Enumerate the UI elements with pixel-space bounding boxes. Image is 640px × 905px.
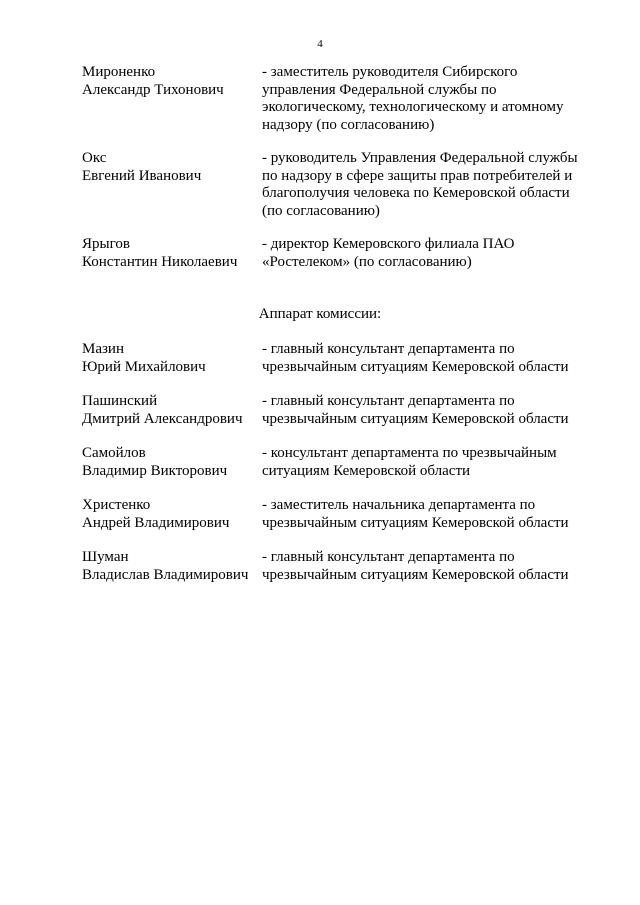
role-line: чрезвычайным ситуациям Кемеровской области [262,566,569,583]
member-name [82,445,260,480]
member-role [262,497,602,532]
page-number: 4 [317,38,323,50]
role-line: - директор Кемеровского филиала ПАО [262,236,515,252]
member-name [82,236,260,271]
role-line: - главный консультант департамента по [262,393,515,409]
member-given-names: Владимир Викторович [82,462,228,479]
member-role [262,549,602,584]
member-given-names: Андрей Владимирович [82,514,230,531]
role-line: чрезвычайным ситуациям Кемеровской области [262,358,569,375]
role-line: чрезвычайным ситуациям Кемеровской области [262,410,569,427]
member-surname: Мироненко [82,64,156,80]
role-line: - главный консультант департамента по [262,341,515,357]
role-line: - консультант департамента по чрезвычайным [262,445,557,461]
role-line: управления Федеральной службы по [262,81,497,98]
role-line: - главный консультант департамента по [262,549,515,565]
member-role [262,445,602,480]
role-line: благополучия человека по Кемеровской области [262,185,570,201]
member-given-names: Константин Николаевич [82,253,238,270]
member-role [262,150,602,220]
role-line: (по согласованию) [262,202,380,219]
role-line: «Ростелеком» (по согласованию) [262,253,472,270]
role-line: ситуациям Кемеровской области [262,462,471,479]
member-name [82,549,260,584]
member-given-names: Владислав Владимирович [82,566,249,583]
role-line: - руководитель Управления Федеральной службы [262,150,578,166]
member-role [262,341,602,376]
member-given-names: Юрий Михайлович [82,358,206,375]
member-role [262,236,602,271]
member-surname: Мазин [82,341,124,357]
role-line: - заместитель начальника департамента по [262,497,536,513]
role-line: экологическому, технологическому и атомному [262,99,564,115]
member-name [82,64,260,99]
member-name [82,393,260,428]
role-line: - заместитель руководителя Сибирского [262,64,518,80]
member-surname: Шуман [82,549,129,565]
section-heading-apparatus: Аппарат комиссии: [258,306,382,322]
member-surname: Христенко [82,497,151,513]
member-name [82,341,260,376]
role-line: по надзору в сфере защиты прав потребителей и [262,167,573,184]
member-surname: Самойлов [82,445,146,461]
member-given-names: Евгений Иванович [82,167,202,184]
member-name [82,497,260,532]
member-role [262,64,602,134]
member-surname: Ярыгов [82,236,130,252]
member-name [82,150,260,185]
member-surname: Окс [82,150,107,166]
member-role [262,393,602,428]
role-line: чрезвычайным ситуациям Кемеровской области [262,514,569,531]
member-given-names: Александр Тихонович [82,81,224,98]
member-given-names: Дмитрий Александрович [82,410,243,427]
role-line: надзору (по согласованию) [262,116,435,133]
member-surname: Пашинский [82,393,158,409]
